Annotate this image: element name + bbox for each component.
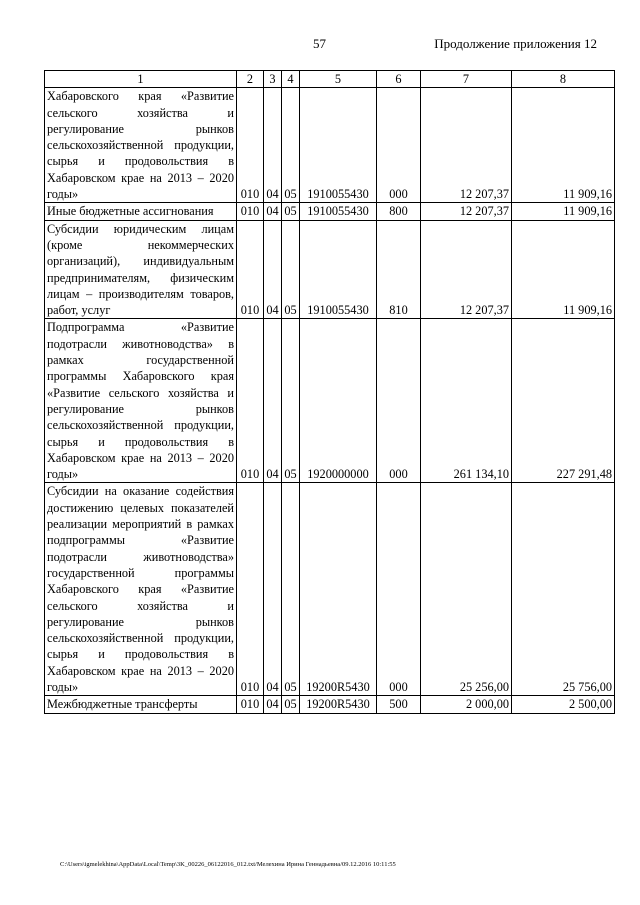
amount-col7: 12 207,37	[421, 220, 512, 319]
subsection-code: 05	[282, 696, 300, 713]
target-article-code: 19200R5430	[300, 696, 377, 713]
row-name: Подпрограмма «Развитие подотрасли животноводства» в рамках государственной программы Хабаровского края «Развитие сельского хозяйства и регулирование рынков сельскохозяйственной продукции, сырья и продовольствия в Хабаровском крае на 2013 – 2020 годы»	[45, 319, 237, 483]
section-code: 04	[264, 483, 282, 696]
row-name: Хабаровского края «Развитие сельского хозяйства и регулирование рынков сельскохозяйственной продукции, сырья и продовольствия в Хабаровском крае на 2013 – 2020 годы»	[45, 88, 237, 203]
grbs-code: 010	[237, 696, 264, 713]
column-header: 8	[512, 71, 615, 88]
grbs-code: 010	[237, 88, 264, 203]
target-article-code: 1910055430	[300, 88, 377, 203]
target-article-code: 1910055430	[300, 220, 377, 319]
row-name: Субсидии юридическим лицам (кроме некоммерческих организаций), индивидуальным предпринимателям, физическим лицам – производителям товаров, работ, услуг	[45, 220, 237, 319]
table-row	[45, 220, 615, 319]
table-row	[45, 696, 615, 713]
amount-col7: 12 207,37	[421, 203, 512, 220]
table-row	[45, 203, 615, 220]
column-header: 1	[45, 71, 237, 88]
amount-col8: 227 291,48	[512, 319, 615, 483]
subsection-code: 05	[282, 203, 300, 220]
amount-col7: 12 207,37	[421, 88, 512, 203]
amount-col8: 11 909,16	[512, 88, 615, 203]
grbs-code: 010	[237, 220, 264, 319]
expense-type-code: 800	[377, 203, 421, 220]
subsection-code: 05	[282, 483, 300, 696]
amount-col7: 2 000,00	[421, 696, 512, 713]
target-article-code: 1920000000	[300, 319, 377, 483]
column-header: 4	[282, 71, 300, 88]
section-code: 04	[264, 203, 282, 220]
expense-type-code: 000	[377, 483, 421, 696]
column-header: 6	[377, 71, 421, 88]
table-row	[45, 319, 615, 483]
row-name: Межбюджетные трансферты	[45, 696, 237, 713]
column-header: 3	[264, 71, 282, 88]
section-code: 04	[264, 88, 282, 203]
expense-type-code: 000	[377, 319, 421, 483]
subsection-code: 05	[282, 319, 300, 483]
column-header: 5	[300, 71, 377, 88]
row-name: Субсидии на оказание содействия достижению целевых показателей реализации мероприятий в рамках подпрограммы «Развитие подотрасли животноводства» государственной программы Хабаровского края «Развитие сельского хозяйства и регулирование рынков сельскохозяйственной продукции, сырья и продовольствия в Хабаровском крае на 2013 – 2020 годы»	[45, 483, 237, 696]
expense-type-code: 500	[377, 696, 421, 713]
table-row	[45, 483, 615, 696]
section-code: 04	[264, 696, 282, 713]
column-header: 2	[237, 71, 264, 88]
target-article-code: 19200R5430	[300, 483, 377, 696]
amount-col8: 25 756,00	[512, 483, 615, 696]
grbs-code: 010	[237, 203, 264, 220]
file-path-footer: C:\Users\igmelekhina\AppData\Local\Temp\3K_00226_06122016_012.txt/Мелехина Ирина Геннадьевна/09.12.2016 10:11:55	[60, 861, 396, 868]
amount-col8: 2 500,00	[512, 696, 615, 713]
amount-col7: 261 134,10	[421, 319, 512, 483]
column-header: 7	[421, 71, 512, 88]
section-code: 04	[264, 319, 282, 483]
table-header-row	[45, 71, 615, 88]
row-name: Иные бюджетные ассигнования	[45, 203, 237, 220]
section-code: 04	[264, 220, 282, 319]
amount-col8: 11 909,16	[512, 220, 615, 319]
budget-table	[44, 70, 615, 714]
amount-col7: 25 256,00	[421, 483, 512, 696]
target-article-code: 1910055430	[300, 203, 377, 220]
subsection-code: 05	[282, 220, 300, 319]
appendix-continuation-label: Продолжение приложения 12	[434, 36, 597, 51]
subsection-code: 05	[282, 88, 300, 203]
table-row	[45, 88, 615, 203]
amount-col8: 11 909,16	[512, 203, 615, 220]
expense-type-code: 000	[377, 88, 421, 203]
expense-type-code: 810	[377, 220, 421, 319]
page-number: 57	[313, 36, 326, 51]
grbs-code: 010	[237, 483, 264, 696]
grbs-code: 010	[237, 319, 264, 483]
